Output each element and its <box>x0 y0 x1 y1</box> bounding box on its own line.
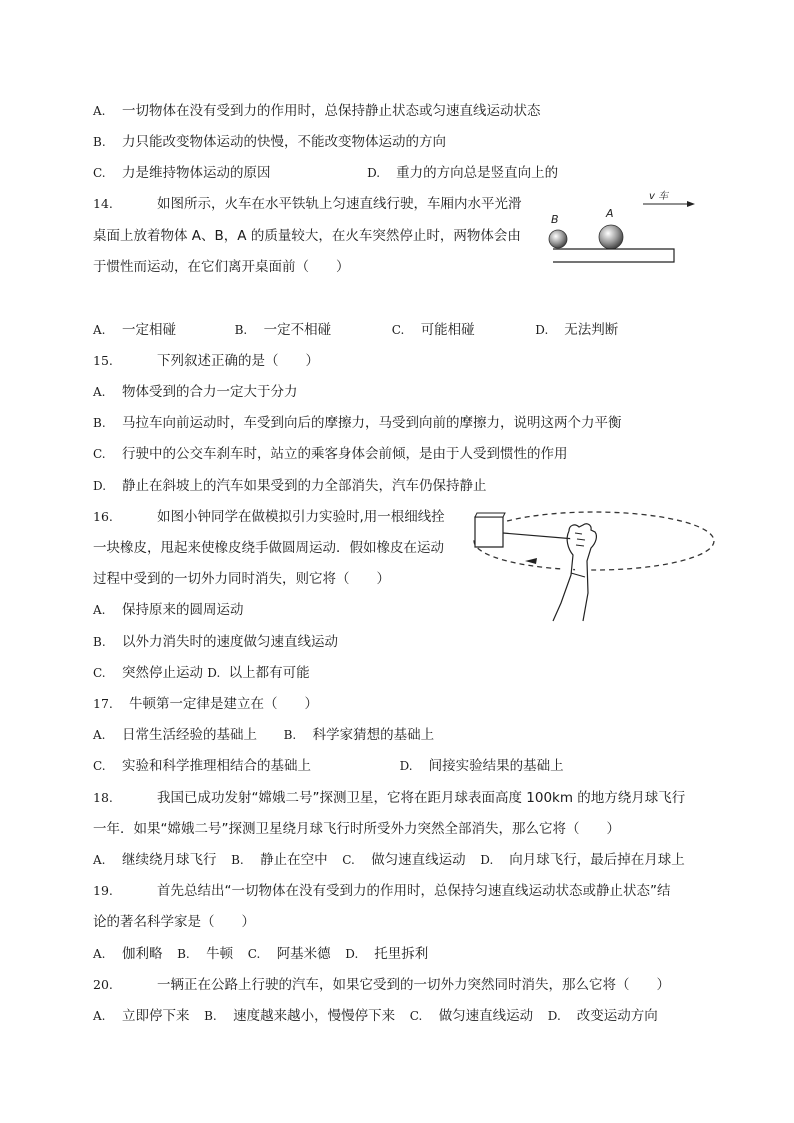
q16-stem-line-2: 一块橡皮，甩起来使橡皮绕手做圆周运动．假如橡皮在运动 <box>93 540 444 556</box>
q20-options: A. 立即停下来 B. 速度越来越小，慢慢停下来 C. 做匀速直线运动 D. 改变运动方向 <box>93 1008 658 1024</box>
q18-options: A. 继续绕月球飞行 B. 静止在空中 C. 做匀速直线运动 D. 向月球飞行，最后掉在月球上 <box>93 852 685 868</box>
q17-option-a-b: A. 日常生活经验的基础上 B. 科学家猜想的基础上 <box>93 727 435 743</box>
q13-option-a: A. 一切物体在没有受到力的作用时，总保持静止状态或匀速直线运动状态 <box>93 103 541 119</box>
q17-option-c-d: C. 实验和科学推理相结合的基础上 D. 间接实验结果的基础上 <box>93 758 564 774</box>
velocity-arrowhead <box>687 201 695 207</box>
q15-option-b: B. 马拉车向前运动时，车受到向后的摩擦力，马受到向前的摩擦力，说明这两个力平衡 <box>93 415 622 431</box>
ball-b-label: B <box>551 213 559 226</box>
velocity-label: v 车 <box>649 191 669 202</box>
q15-option-c: C. 行驶中的公交车刹车时，站立的乘客身体会前倾，是由于人受到惯性的作用 <box>93 446 568 462</box>
hand <box>553 524 596 621</box>
string <box>503 533 575 539</box>
ball-a-label: A <box>606 207 614 220</box>
q15-stem: 15. 下列叙述正确的是（ ） <box>93 353 319 369</box>
q16-stem-line-1: 16. 如图小钟同学在做模拟引力实验时,用一根细线拴 <box>93 509 445 525</box>
q16-stem-line-3: 过程中受到的一切外力同时消失，则它将（ ） <box>93 571 390 587</box>
q15-option-d: D. 静止在斜坡上的汽车如果受到的力全部消失，汽车仍保持静止 <box>93 478 487 494</box>
q14-stem-line-2: 桌面上放着物体 A、B，A 的质量较大，在火车突然停止时，两物体会由 <box>93 228 521 244</box>
q14-options: A. 一定相碰 B. 一定不相碰 C. 可能相碰 D. 无法判断 <box>93 322 619 338</box>
q13-option-c-d: C. 力是维持物体运动的原因 D. 重力的方向总是竖直向上的 <box>93 165 559 181</box>
q16-option-b: B. 以外力消失时的速度做匀速直线运动 <box>93 634 338 650</box>
ball-b <box>549 230 567 248</box>
q14-stem-line-1: 14. 如图所示，火车在水平铁轨上匀速直线行驶，车厢内水平光滑 <box>93 196 522 212</box>
train-table-figure <box>545 188 705 268</box>
path-direction-arrow <box>525 558 537 564</box>
q16-option-c-d: C. 突然停止运动 D. 以上都有可能 <box>93 665 310 681</box>
q18-stem-line-2: 一年．如果“嫦娥二号”探测卫星绕月球飞行时所受外力突然全部消失，那么它将（ ） <box>93 821 620 837</box>
q15-option-a: A. 物体受到的合力一定大于分力 <box>93 384 298 400</box>
q13-option-b: B. 力只能改变物体运动的快慢，不能改变物体运动的方向 <box>93 134 446 150</box>
q19-stem-line-1: 19. 首先总结出“一切物体在没有受到力的作用时，总保持匀速直线运动状态或静止状态”结 <box>93 883 671 899</box>
eraser <box>475 513 505 547</box>
q19-options: A. 伽利略 B. 牛顿 C. 阿基米德 D. 托里拆利 <box>93 946 429 962</box>
q19-stem-line-2: 论的著名科学家是（ ） <box>93 914 255 930</box>
q14-stem-line-3: 于惯性而运动，在它们离开桌面前（ ） <box>93 259 350 275</box>
q16-option-a: A. 保持原来的圆周运动 <box>93 602 244 618</box>
q17-stem: 17. 牛顿第一定律是建立在（ ） <box>93 696 318 712</box>
q20-stem: 20. 一辆正在公路上行驶的汽车，如果它受到的一切外力突然同时消失，那么它将（ ） <box>93 977 670 993</box>
eraser-circular-motion-figure <box>465 503 715 625</box>
table-surface <box>553 249 674 262</box>
q18-stem-line-1: 18. 我国已成功发射“嫦娥二号”探测卫星，它将在距月球表面高度 100km 的地方绕月球飞行 <box>93 790 686 806</box>
ball-a <box>599 225 623 249</box>
